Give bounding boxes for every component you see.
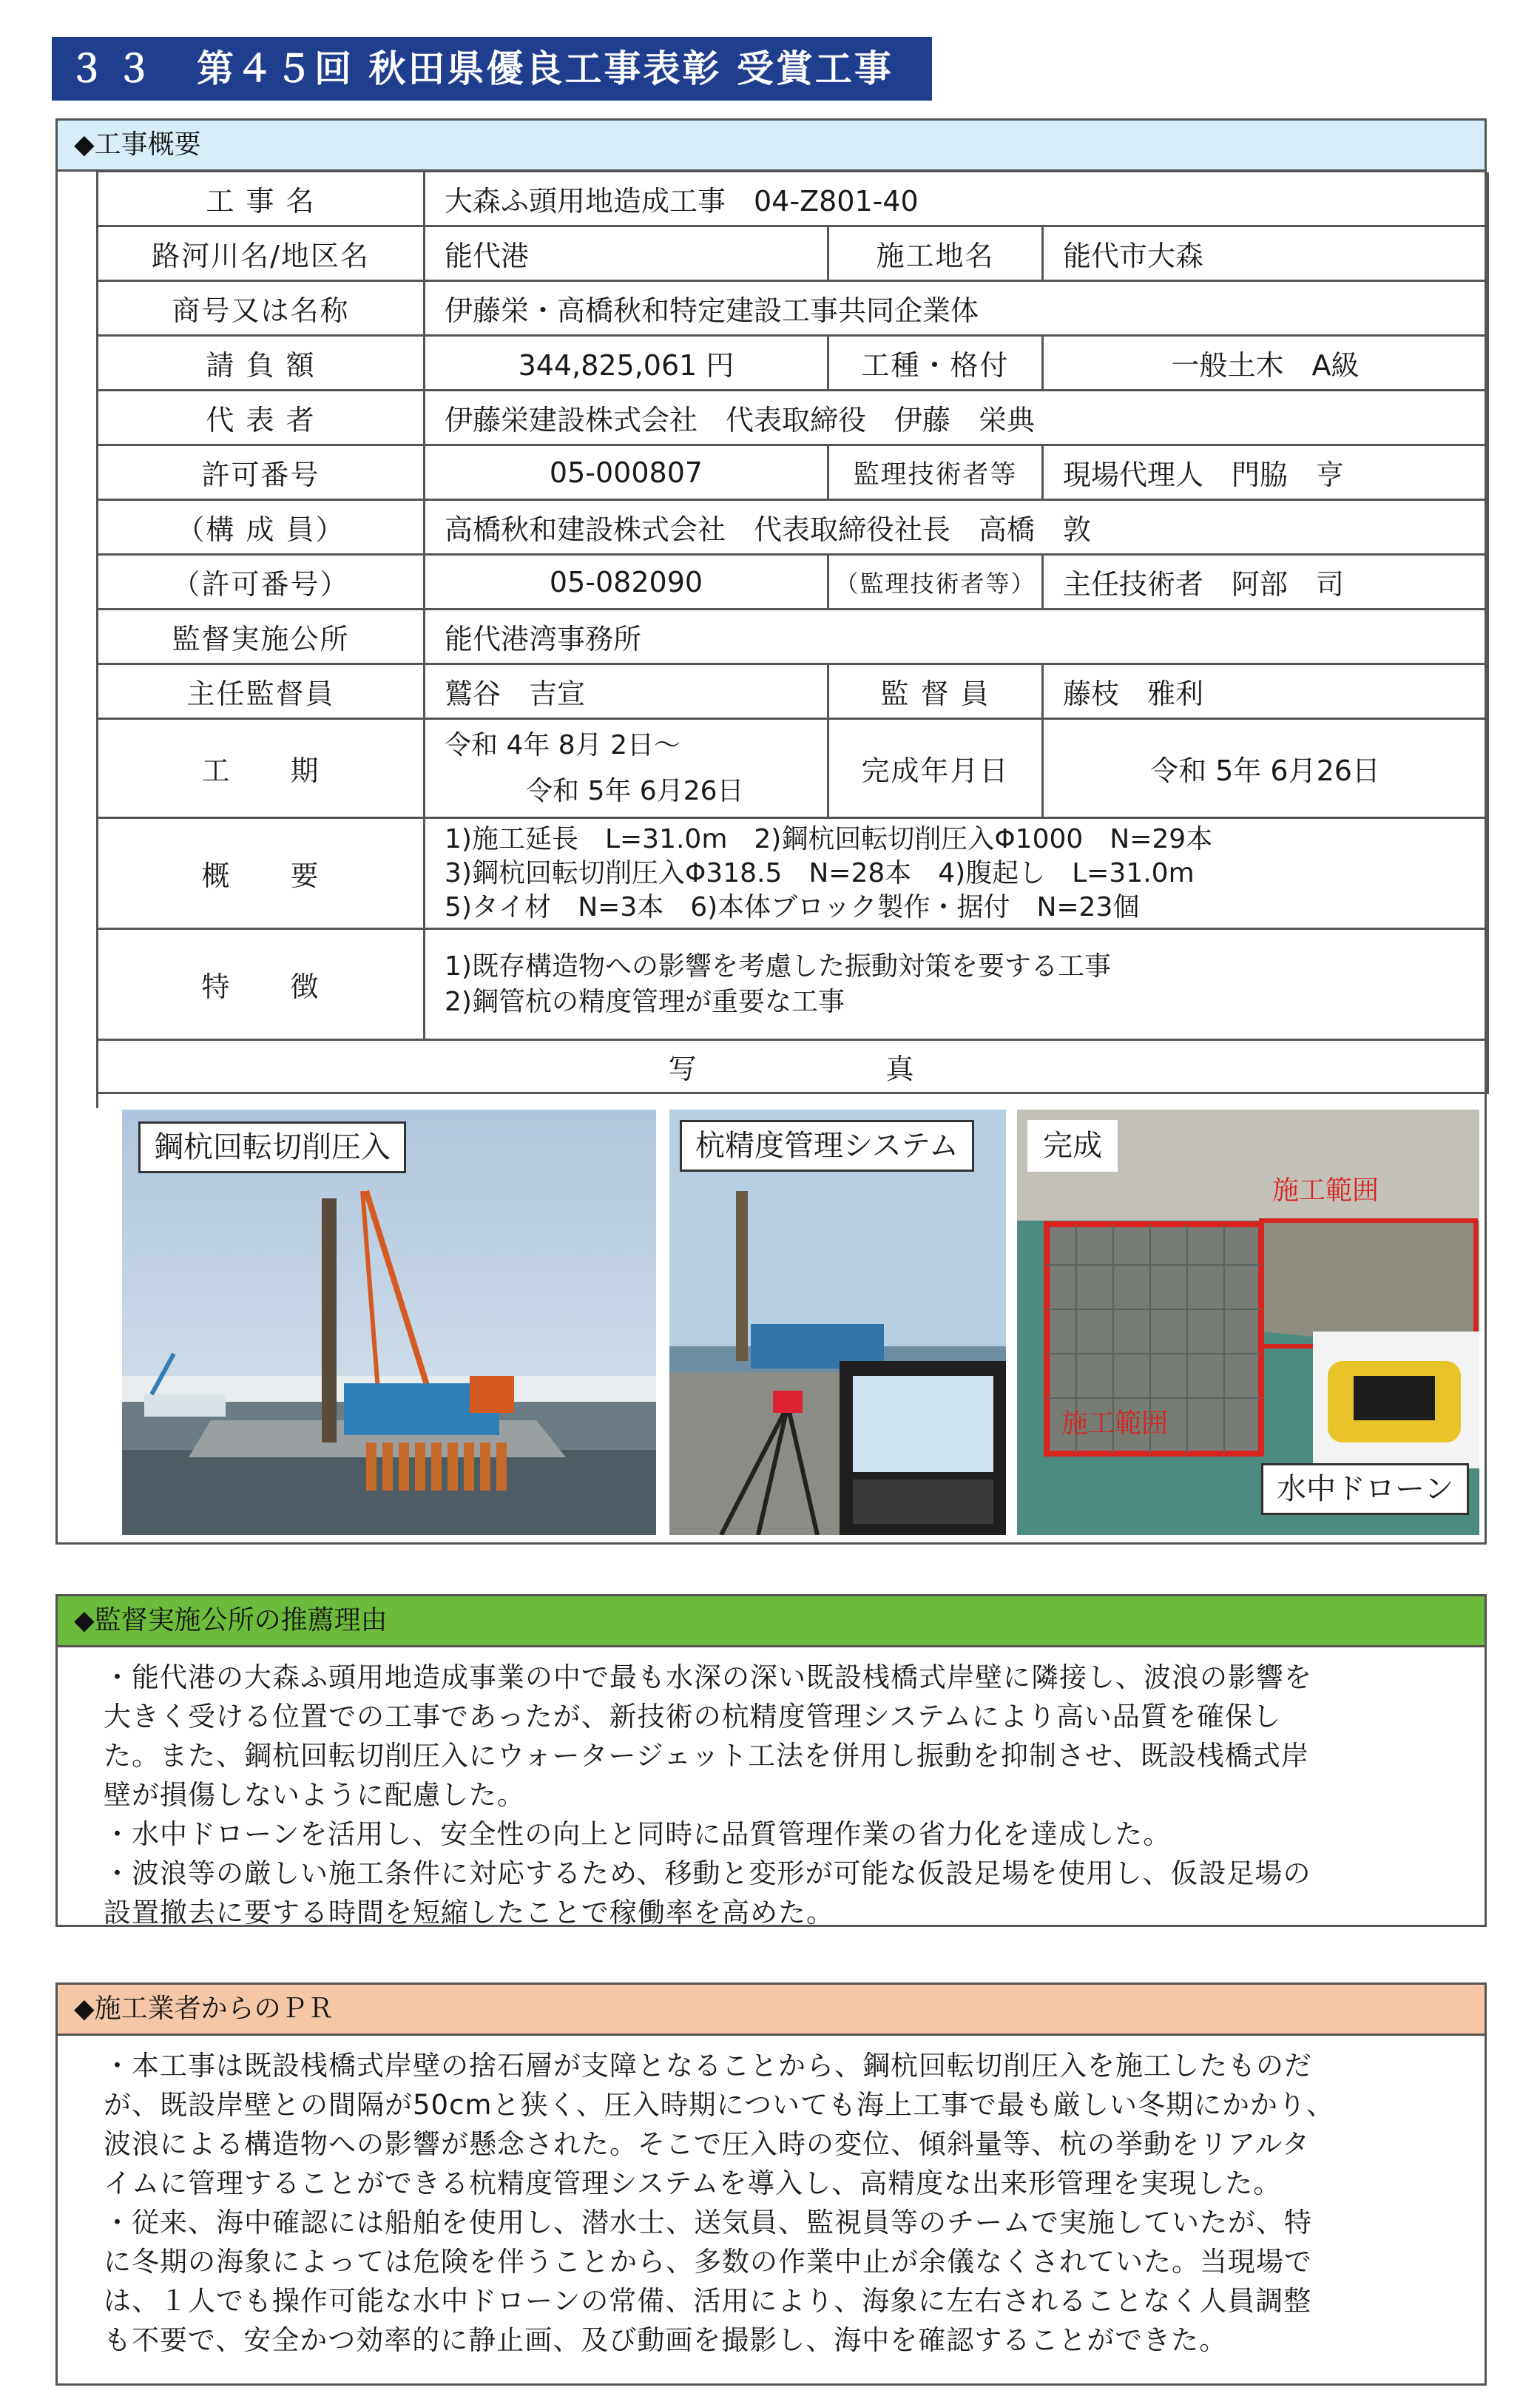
recommendation-section	[55, 1594, 1487, 1927]
feature-value	[425, 930, 1489, 1041]
text-line: ・本工事は既設桟橋式岸壁の捨石層が支障となることから、鋼杭回転切削圧入を施工したものだ	[104, 2050, 1312, 2082]
office-value: 能代港湾事務所	[425, 610, 1489, 665]
type-label: 工種・格付	[829, 337, 1044, 391]
contractor-pr-heading: ◆施工業者からのＰＲ	[58, 1985, 1485, 2036]
photo-completed	[1017, 1110, 1479, 1535]
summary-line: 1)施工延長 L=31.0m 2)鋼杭回転切削圧入Φ1000 N=29本	[445, 823, 1213, 854]
site-label: 施工地名	[829, 227, 1044, 282]
photo-caption: 杭精度管理システム	[680, 1120, 974, 1172]
supervisor-value: 藤枝 雅利	[1044, 665, 1489, 720]
summary-label: 概 要	[98, 819, 425, 930]
chief-value: 鷲谷 吉宣	[425, 665, 829, 720]
page-title-bar	[52, 37, 932, 101]
complete-value: 令和 5年 6月26日	[1044, 720, 1489, 819]
company-label: 商号又は名称	[98, 282, 425, 337]
permit2-value: 05-082090	[425, 556, 829, 610]
text-line: 大きく受ける位置での工事であったが、新技術の杭精度管理システムにより高い品質を確保し	[104, 1701, 1281, 1732]
member-value: 高橋秋和建設株式会社 代表取締役社長 高橋 敦	[425, 501, 1489, 556]
type-value: 一般土木 A級	[1044, 337, 1489, 391]
photo-header: 写 真	[98, 1041, 1489, 1094]
company-value: 伊藤栄・高橋秋和特定建設工事共同企業体	[425, 282, 1489, 337]
name-label: 工 事 名	[98, 172, 425, 227]
period-label: 工 期	[98, 720, 425, 819]
chief-label: 主任監督員	[98, 665, 425, 720]
text-line: ・波浪等の厳しい施工条件に対応するため、移動と変形が可能な仮設足場を使用し、仮設足場の	[104, 1857, 1311, 1889]
contractor-pr-section	[55, 1982, 1487, 2386]
engineer2-value: 主任技術者 阿部 司	[1044, 556, 1489, 610]
construction-area-label: 施工範囲	[1061, 1408, 1169, 1439]
period-value	[425, 720, 829, 819]
feature-label: 特 徴	[98, 930, 425, 1041]
recommendation-heading: ◆監督実施公所の推薦理由	[58, 1596, 1485, 1647]
drone-caption: 水中ドローン	[1261, 1463, 1469, 1515]
text-line: に冬期の海象によっては危険を伴うことから、多数の作業中止が余儀なくされていた。当現場で	[104, 2246, 1312, 2278]
member-label: （構 成 員）	[98, 501, 425, 556]
text-line: ・能代港の大森ふ頭用地造成事業の中で最も水深の深い既設桟橋式岸壁に隣接し、波浪の影響を	[104, 1661, 1312, 1693]
engineer-value: 現場代理人 門脇 亨	[1044, 446, 1489, 501]
amount-value: 344,825,061 円	[425, 337, 829, 391]
permit-value: 05-000807	[425, 446, 829, 501]
text-line: ・水中ドローンを活用し、安全性の向上と同時に品質管理作業の省力化を達成した。	[104, 1818, 1172, 1850]
permit-label: 許可番号	[98, 446, 425, 501]
engineer-label: 監理技術者等	[829, 446, 1044, 501]
feature-line: 2)鋼管杭の精度管理が重要な工事	[445, 986, 845, 1017]
summary-line: 5)タイ材 N=3本 6)本体ブロック製作・据付 N=23個	[445, 891, 1140, 922]
overview-heading: ◆工事概要	[58, 121, 1485, 172]
complete-label: 完成年月日	[829, 720, 1044, 819]
text-line: イムに管理することができる杭精度管理システムを導入し、高精度な出来形管理を実現した。	[104, 2167, 1282, 2199]
river-value: 能代港	[425, 227, 829, 282]
overview-table	[96, 170, 1487, 1108]
recommendation-body	[58, 1647, 1485, 1932]
period-end: 令和 5年 6月26日	[526, 775, 744, 806]
text-line: ・従来、海中確認には船舶を使用し、潜水士、送気員、監視員等のチームで実施していたが、特	[104, 2207, 1312, 2238]
contractor-pr-body	[58, 2036, 1485, 2360]
engineer2-label: （監理技術者等）	[829, 556, 1044, 610]
entry-number: ３３	[68, 47, 163, 90]
period-start: 令和 4年 8月 2日～	[445, 729, 681, 760]
text-line: は、１人でも操作可能な水中ドローンの常備、活用により、海象に左右されることなく人員調整	[104, 2285, 1312, 2317]
photo-pile-accuracy-system	[669, 1110, 1006, 1535]
photo-caption: 完成	[1027, 1120, 1118, 1172]
text-line: が、既設岸壁との間隔が50cmと狭く、圧入時期についても海上工事で最も厳しい冬期にかかり、	[104, 2089, 1334, 2121]
photo-pile-press-in	[122, 1110, 656, 1535]
amount-label: 請 負 額	[98, 337, 425, 391]
text-line: 設置撤去に要する時間を短縮したことで稼働率を高めた。	[104, 1897, 834, 1928]
text-line: た。また、鋼杭回転切削圧入にウォータージェット工法を併用し振動を抑制させ、既設桟橋式岸	[104, 1740, 1309, 1772]
rep-label: 代 表 者	[98, 391, 425, 446]
summary-value	[425, 819, 1489, 930]
feature-line: 1)既存構造物への影響を考慮した振動対策を要する工事	[445, 951, 1111, 982]
office-label: 監督実施公所	[98, 610, 425, 665]
page-title: 第４５回 秋田県優良工事表彰 受賞工事	[197, 47, 894, 90]
summary-line: 3)鋼杭回転切削圧入Φ318.5 N=28本 4)腹起し L=31.0m	[445, 857, 1195, 888]
photo-caption: 鋼杭回転切削圧入	[138, 1121, 406, 1173]
site-value: 能代市大森	[1044, 227, 1489, 282]
supervisor-label: 監 督 員	[829, 665, 1044, 720]
rep-value: 伊藤栄建設株式会社 代表取締役 伊藤 栄典	[425, 391, 1489, 446]
name-value: 大森ふ頭用地造成工事 04-Z801-40	[425, 172, 1489, 227]
construction-area-label: 施工範囲	[1272, 1175, 1379, 1206]
text-line: 壁が損傷しないように配慮した。	[104, 1779, 525, 1811]
river-label: 路河川名/地区名	[98, 227, 425, 282]
text-line: も不要で、安全かつ効率的に静止画、及び動画を撮影し、海中を確認することができた。	[104, 2324, 1228, 2356]
permit2-label: （許可番号）	[98, 556, 425, 610]
text-line: 波浪による構造物への影響が懸念された。そこで圧入時の変位、傾斜量等、杭の挙動をリアルタ	[104, 2128, 1311, 2160]
